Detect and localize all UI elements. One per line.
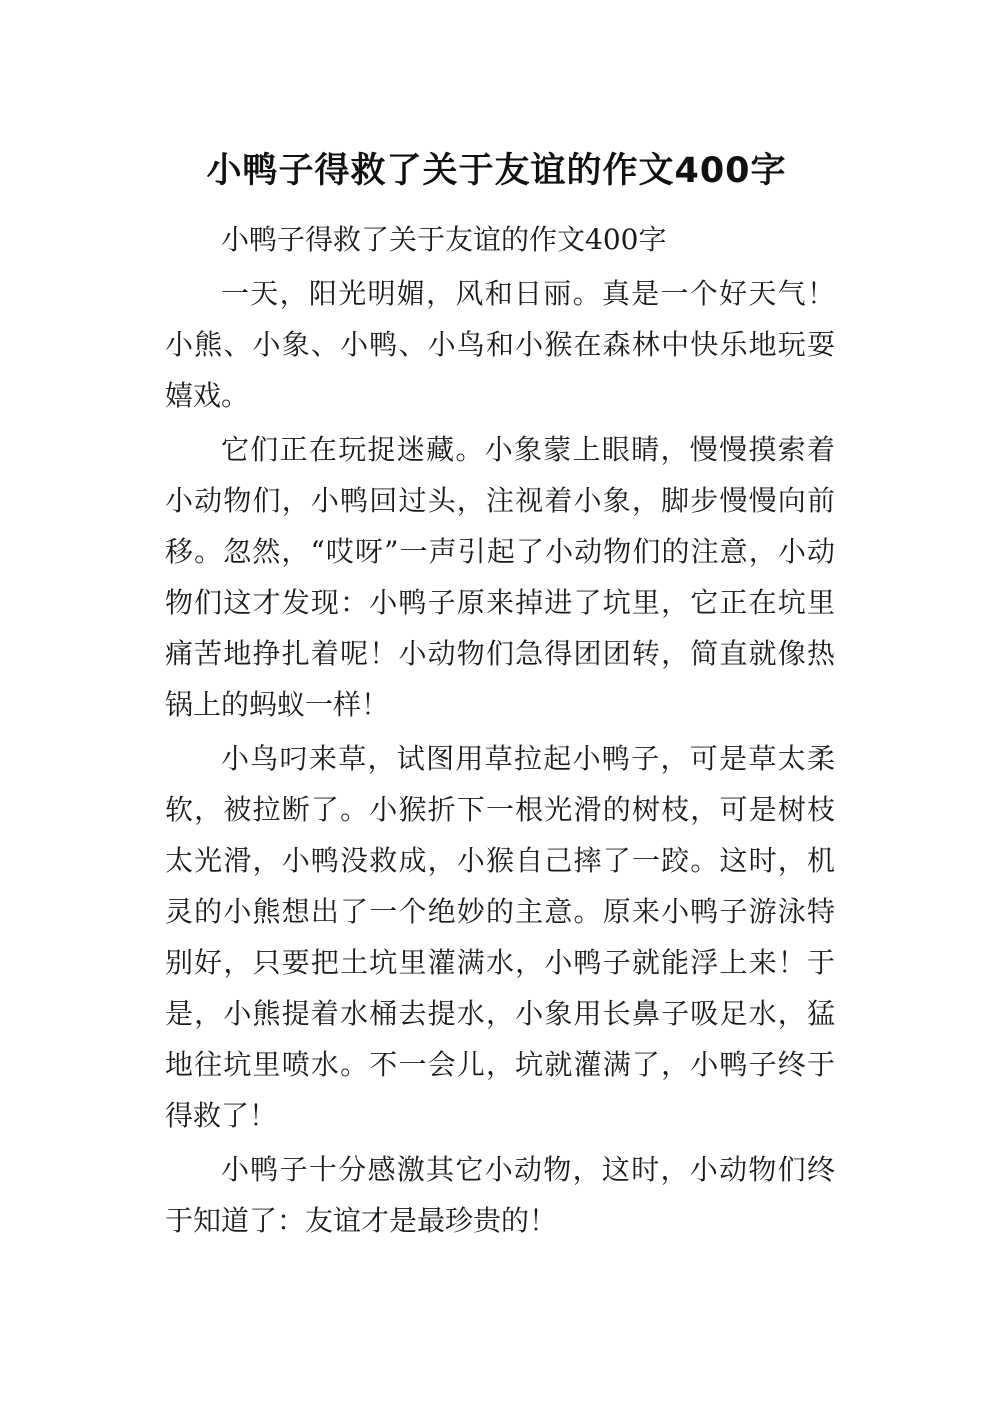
document-body: [165, 214, 835, 1249]
paragraph-heading-repeat: 小鸭子得救了关于友谊的作文400字: [221, 223, 667, 256]
paragraph-rescue: 小鸟叼来草，试图用草拉起小鸭子，可是草太柔软，被拉断了。小猴折下一根光滑的树枝，可是树枝太光滑，小鸭没救成，小猴自己摔了一跤。这时，机灵的小熊想出了一个绝妙的主意。原来小鸭子游泳特别好，只要把土坑里灌满水，小鸭子就能浮上来！于是，小熊提着水桶去提水，小象用长鼻子吸足水，猛地往坑里喷水。不一会儿，坑就灌满了，小鸭子终于得救了！: [165, 742, 835, 1132]
document-title: 小鸭子得救了关于友谊的作文400字: [206, 151, 787, 192]
paragraph-hide-and-seek: 它们正在玩捉迷藏。小象蒙上眼睛，慢慢摸索着小动物们，小鸭回过头，注视着小象，脚步慢慢向前移。忽然，“哎呀”一声引起了小动物们的注意，小动物们这才发现：小鸭子原来掉进了坑里，它正在坑里痛苦地挣扎着呢！小动物们急得团团转，简直就像热锅上的蚂蚁一样！: [165, 433, 835, 721]
paragraph-intro: 一天，阳光明媚，风和日丽。真是一个好天气！小熊、小象、小鸭、小鸟和小猴在森林中快乐地玩耍嬉戏。: [165, 277, 835, 412]
paragraph-conclusion: 小鸭子十分感激其它小动物，这时，小动物们终于知道了：友谊才是最珍贵的！: [165, 1153, 835, 1237]
